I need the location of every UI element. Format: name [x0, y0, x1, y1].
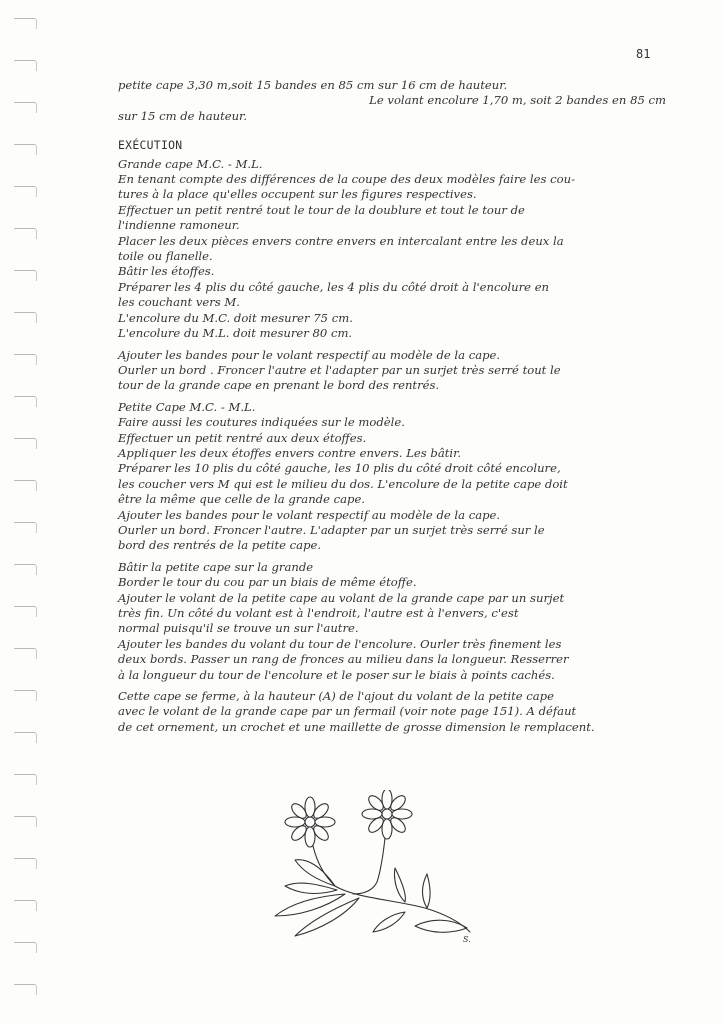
text-line: Cette cape se ferme, à la hauteur (A) de l'ajout du volant de la petite cape [118, 689, 554, 704]
text-line: En tenant compte des différences de la coupe des deux modèles faire les cou- [118, 172, 575, 187]
text-line: Grande cape M.C. - M.L. [118, 156, 263, 171]
text-line: les coucher vers M qui est le milieu du dos. L'encolure de la petite cape doit [118, 476, 568, 491]
text-line: Effectuer un petit rentré aux deux étoffes. [118, 430, 367, 445]
binding-hole [14, 984, 37, 995]
binding-hole [14, 816, 37, 827]
binding-hole [14, 354, 37, 365]
intro-line: Le volant encolure 1,70 m, soit 2 bandes en 85 cm [369, 93, 666, 108]
text-line: Ajouter les bandes pour le volant respectif au modèle de la cape. [118, 347, 501, 362]
artist-signature: S. [463, 935, 471, 944]
text-line: tour de la grande cape en prenant le bord des rentrés. [118, 378, 440, 393]
text-line: Faire aussi les coutures indiquées sur le modèle. [118, 415, 405, 430]
page-number: 81 [636, 47, 651, 61]
text-line: toile ou flanelle. [118, 249, 213, 264]
text-line: deux bords. Passer un rang de fronces au milieu dans la longueur. Resserrer [118, 652, 569, 667]
binding-hole [14, 522, 37, 533]
binding-hole [14, 480, 37, 491]
text-line: tures à la place qu'elles occupent sur les figures respectives. [118, 187, 477, 202]
binding-hole [14, 774, 37, 785]
binding-hole [14, 648, 37, 659]
text-line: Border le tour du cou par un biais de même étoffe. [118, 575, 417, 590]
binding-hole [14, 18, 37, 29]
text-line: Ourler un bord . Froncer l'autre et l'adapter par un surjet très serré tout le [118, 362, 561, 377]
text-line: Préparer les 10 plis du côté gauche, les 10 plis du côté droit côté encolure, [118, 461, 561, 476]
text-line: l'indienne ramoneur. [118, 218, 240, 233]
text-line: Bâtir les étoffes. [118, 264, 215, 279]
text-line: normal puisqu'il se trouve un sur l'autre. [118, 621, 359, 636]
binding-hole [14, 732, 37, 743]
text-line: Ajouter les bandes du volant du tour de l'encolure. Ourler très finement les [118, 636, 562, 651]
flower-right [362, 790, 412, 839]
text-line: bord des rentrés de la petite cape. [118, 538, 322, 553]
text-line: Placer les deux pièces envers contre envers en intercalant entre les deux la [118, 233, 564, 248]
text-line: Bâtir la petite cape sur la grande [118, 559, 314, 574]
text-line: Petite Cape M.C. - M.L. [118, 399, 256, 414]
binding-hole [14, 312, 37, 323]
binding-hole [14, 606, 37, 617]
binding-hole [14, 228, 37, 239]
text-line: Appliquer les deux étoffes envers contre envers. Les bâtir. [118, 445, 462, 460]
binding-hole [14, 564, 37, 575]
text-line: Préparer les 4 plis du côté gauche, les 4 plis du côté droit à l'encolure en [118, 279, 550, 294]
text-line: L'encolure du M.C. doit mesurer 75 cm. [118, 310, 353, 325]
text-line: avec le volant de la grande cape par un fermail (voir note page 151). A défaut [118, 704, 577, 719]
binding-hole [14, 396, 37, 407]
binding-hole [14, 186, 37, 197]
text-line: Ajouter le volant de la petite cape au volant de la grande cape par un surjet [118, 590, 565, 605]
binding-hole [14, 270, 37, 281]
flower-left [285, 797, 335, 847]
text-line: à la longueur du tour de l'encolure et le poser sur le biais à points cachés. [118, 667, 555, 682]
binding-hole [14, 60, 37, 71]
text-line: Effectuer un petit rentré tout le tour de la doublure et tout le tour de [118, 202, 525, 217]
intro-line: sur 15 cm de hauteur. [118, 108, 248, 123]
binding-hole [14, 900, 37, 911]
text-line: de cet ornement, un crochet et une maillette de grosse dimension le remplacent. [118, 719, 595, 734]
binding-holes [14, 18, 40, 1018]
binding-hole [14, 858, 37, 869]
section-heading: EXÉCUTION [118, 138, 183, 153]
binding-hole [14, 690, 37, 701]
text-line: les couchant vers M. [118, 295, 240, 310]
text-line: L'encolure du M.L. doit mesurer 80 cm. [118, 326, 353, 341]
text-line: être la même que celle de la grande cape. [118, 492, 366, 507]
body-text [118, 78, 666, 735]
binding-hole [14, 102, 37, 113]
binding-hole [14, 144, 37, 155]
text-line: très fin. Un côté du volant est à l'endroit, l'autre est à l'envers, c'est [118, 606, 519, 620]
binding-hole [14, 438, 37, 449]
text-line: Ourler un bord. Froncer l'autre. L'adapter par un surjet très serré sur le [118, 522, 545, 537]
binding-hole [14, 942, 37, 953]
flower-illustration [255, 790, 495, 950]
text-line: Ajouter les bandes pour le volant respectif au modèle de la cape. [118, 507, 501, 522]
intro-line: petite cape 3,30 m,soit 15 bandes en 85 cm sur 16 cm de hauteur. [118, 78, 508, 92]
